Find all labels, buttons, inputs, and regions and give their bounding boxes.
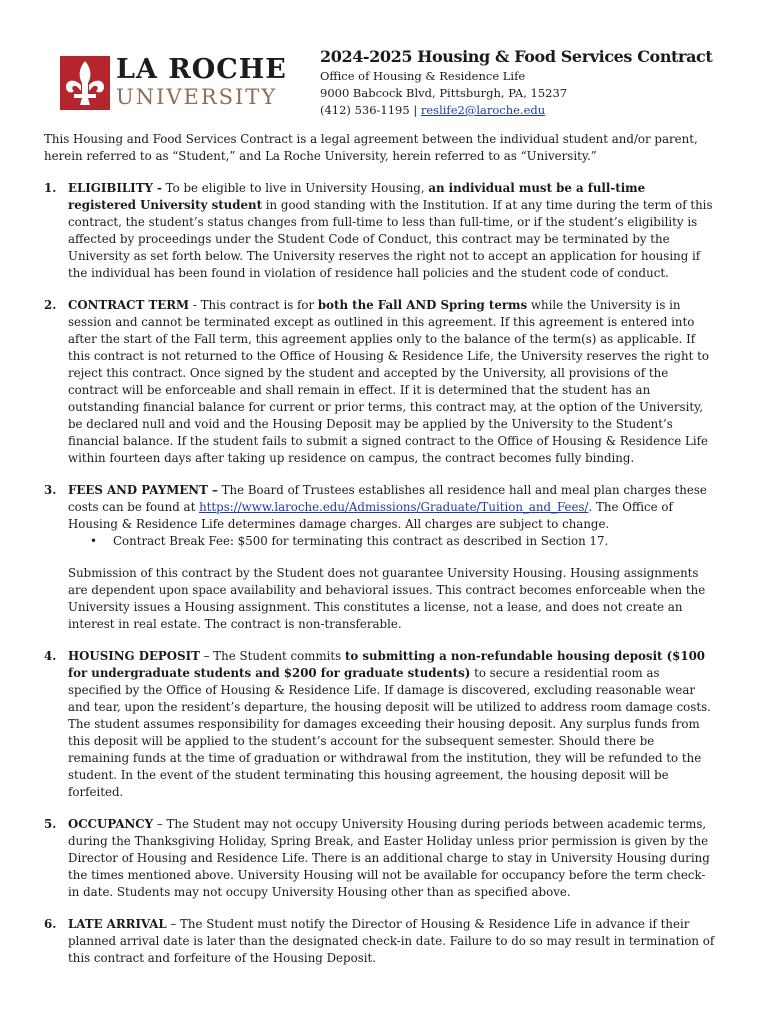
section-heading: ELIGIBILITY - (68, 181, 162, 195)
section-number: 3. (44, 483, 57, 497)
section-emphasis: to submitting a non-refundable housing deposit ($100 for undergraduate students and $200 for graduate students) (68, 649, 706, 680)
office-address: 9000 Babcock Blvd, Pittsburgh, PA, 15237 (320, 86, 568, 100)
section-contract-term (44, 297, 716, 467)
section-text-part: while the University is in session and cannot be terminated except as outlined in this agreement. If this agreement is entered into after the start of the Fall term, this agreement applies only to the balance of the term(s) as applicable. If this contract is not returned to the Office of Housing & Residence Life, the University reserves the right to reject this contract. Once signed by the student and accepted by the University, all provisions of the contract will be enforceable and shall remain in effect. If it is determined that the student has an outstanding financial balance for current or prior terms, this contract may, at the option of the University, be declared null and void and the Housing Deposit may be applied by the University to the Student’s financial balance. If the student fails to submit a signed contract to the Office of Housing & Residence Life within fourteen days after taking up residence on campus, the contract becomes fully binding. (68, 298, 709, 465)
section-text-part: – The Student must notify the Director of Housing & Residence Life in advance if their planned arrival date is later than the designated check-in date. Failure to do so may result in termination of this contract and forfeiture of the Housing Deposit. (68, 917, 715, 965)
phone-number: (412) 536-1195 (320, 103, 410, 117)
bullet-item (68, 533, 716, 550)
contract-body (44, 131, 716, 982)
section-text-part: in good standing with the Institution. If at any time during the term of this contract, the student’s status changes from full-time to less than full-time, or if the student’s eligibility is affected by proceedings under the Student Code of Conduct, this contract may be terminated by the University as set forth below. The University reserves the right not to accept an application for housing if the individual has been found in violation of residence hall policies and the student code of conduct. (68, 198, 713, 280)
document-header (58, 44, 718, 124)
section-number: 2. (44, 298, 57, 312)
section-text-part: . The Office of Housing & Residence Life determines damage charges. All charges are subject to change. (68, 500, 673, 531)
section-text (68, 297, 716, 467)
section-heading: LATE ARRIVAL (68, 917, 167, 931)
contact-line (320, 102, 720, 119)
section-number: 1. (44, 181, 57, 195)
section-eligibility (44, 180, 716, 282)
section-occupancy (44, 816, 716, 901)
section-text-part: – The Student commits (199, 649, 345, 663)
email-link[interactable]: reslife2@laroche.edu (420, 103, 546, 117)
tuition-fees-link[interactable]: https://www.laroche.edu/Admissions/Graduate/Tuition_and_Fees/ (199, 500, 589, 514)
section-late-arrival (44, 916, 716, 967)
section-number: 6. (44, 917, 57, 931)
fleur-de-lis-icon (60, 56, 110, 110)
logo-wordmark: LA ROCHE (116, 54, 287, 85)
section-heading: OCCUPANCY (68, 817, 154, 831)
section-text (68, 648, 716, 801)
section-number: 5. (44, 817, 57, 831)
section-heading: CONTRACT TERM (68, 298, 190, 312)
bullet-text: Contract Break Fee: $500 for terminating this contract as described in Section 17. (113, 534, 609, 548)
section-text (68, 482, 716, 533)
section-text-part: The Board of Trustees establishes all residence hall and meal plan charges these costs can be found at (68, 483, 707, 514)
contact-separator: | (409, 103, 421, 117)
logo-subtitle: UNIVERSITY (116, 85, 278, 109)
section-fees-and-payment (44, 482, 716, 633)
section-text (68, 180, 716, 282)
section-text (68, 916, 716, 967)
intro-paragraph: This Housing and Food Services Contract is a legal agreement between the individual student and/or parent, herein referred to as “Student,” and La Roche University, herein referred to as “University.” (44, 132, 698, 163)
section-emphasis: both the Fall AND Spring terms (317, 298, 528, 312)
section-text (68, 816, 716, 901)
section-housing-deposit (44, 648, 716, 801)
section-emphasis: an individual must be a full-time registered University student (68, 181, 646, 212)
section-text-part: - This contract is for (189, 298, 318, 312)
page-title: 2024-2025 Housing & Food Services Contract (320, 47, 713, 66)
section-paragraph: Submission of this contract by the Student does not guarantee University Housing. Housing assignments are dependent upon space availability and behavioral issues. This contract becomes enforceable when the University issues a Housing assignment. This constitutes a license, not a lease, and does not create an interest in real estate. The contract is non-transferable. (68, 566, 706, 631)
bullet-dot-icon: • (90, 534, 97, 548)
section-heading: HOUSING DEPOSIT (68, 649, 200, 663)
section-text-part: – The Student may not occupy University Housing during periods between academic terms, during the Thanksgiving Holiday, Spring Break, and Easter Holiday unless prior permission is given by the Director of Housing and Residence Life. There is an additional charge to stay in University Housing during the times mentioned above. University Housing will not be available for occupancy before the term check-in date. Students may not occupy University Housing other than as specified above. (68, 817, 710, 899)
section-number: 4. (44, 649, 57, 663)
office-name: Office of Housing & Residence Life (320, 69, 526, 83)
section-text-part: To be eligible to live in University Housing, (161, 181, 429, 195)
contract-info (320, 46, 720, 119)
section-text-part: to secure a residential room as specified by the Office of Housing & Residence Life. If damage is discovered, excluding reasonable wear and tear, upon the resident’s departure, the housing deposit will be utilized to address room damage costs. The student assumes responsibility for damages exceeding their housing deposit. Any surplus funds from this deposit will be applied to the student’s account for the subsequent semester. Should there be remaining funds at the time of graduation or withdrawal from the institution, they will be refunded to the student. In the event of the student terminating this housing agreement, the housing deposit will be forfeited. (68, 666, 711, 799)
university-logo (58, 54, 298, 112)
section-heading: FEES AND PAYMENT – (68, 483, 218, 497)
